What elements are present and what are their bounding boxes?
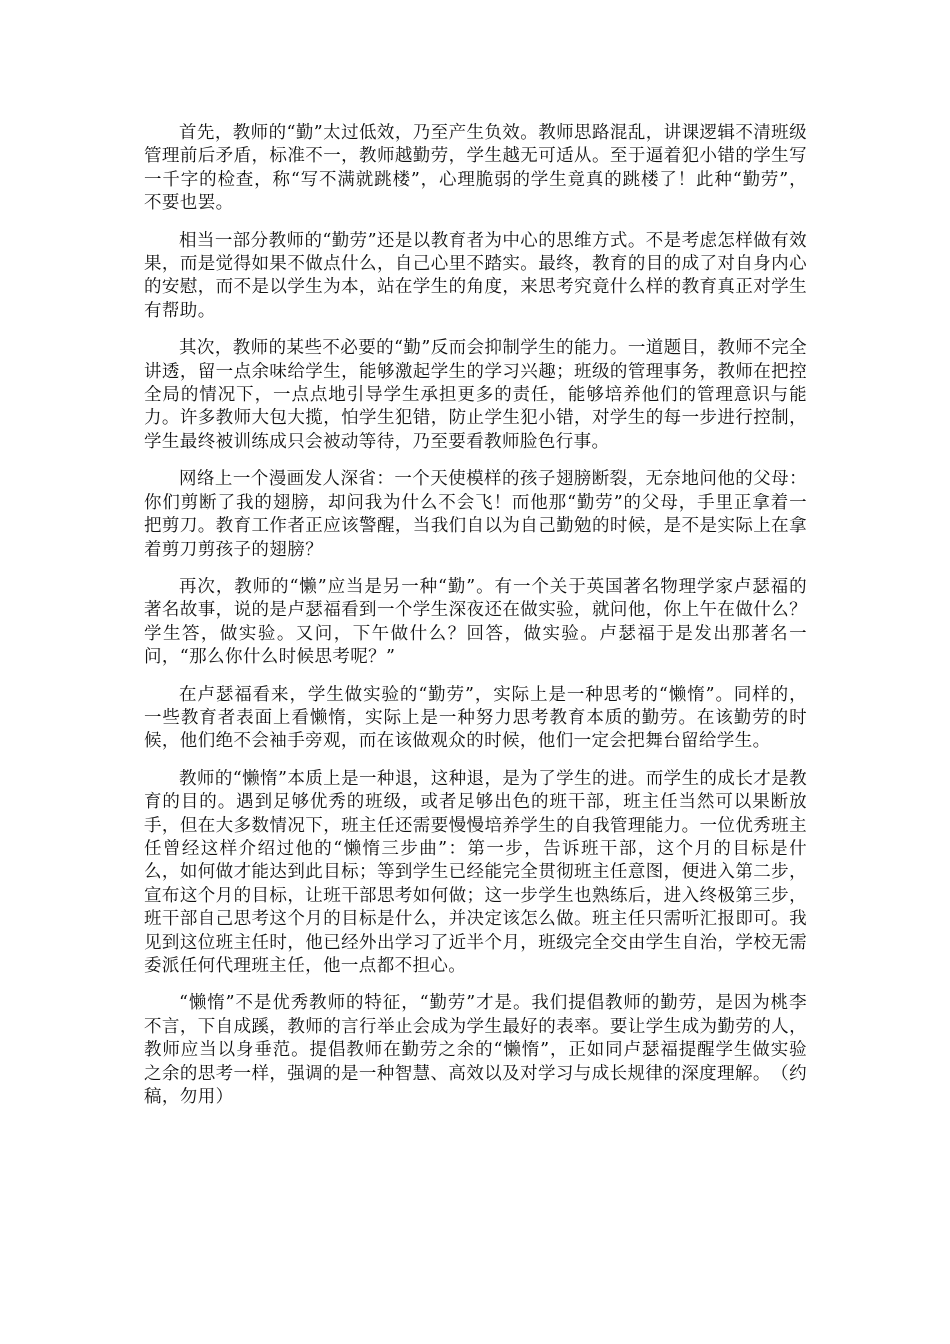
paragraph-6: 在卢瑟福看来，学生做实验的“勤劳”，实际上是一种思考的“懒惰”。同样的，一些教育者表面上看懒惰，实际上是一种努力思考教育本质的勤劳。在该勤劳的时候，他们绝不会袖手旁观，而在该做观众的时候，他们一定会把舞台留给学生。 [144, 684, 807, 752]
paragraph-4: 网络上一个漫画发人深省：一个天使模样的孩子翅膀断裂，无奈地问他的父母：你们剪断了我的翅膀，却问我为什么不会飞！而他那“勤劳”的父母，手里正拿着一把剪刀。教育工作者正应该警醒，当我们自以为自己勤勉的时候，是不是实际上在拿着剪刀剪孩子的翅膀？ [144, 469, 807, 560]
paragraph-2: 相当一部分教师的“勤劳”还是以教育者为中心的思维方式。不是考虑怎样做有效果，而是觉得如果不做点什么，自己心里不踏实。最终，教育的目的成了对自身内心的安慰，而不是以学生为本，站在学生的角度，来思考究竟什么样的教育真正对学生有帮助。 [144, 230, 807, 321]
article-body [144, 122, 807, 1123]
paragraph-7: 教师的“懒惰”本质上是一种退，这种退，是为了学生的进。而学生的成长才是教育的目的。遇到足够优秀的班级，或者足够出色的班干部，班主任当然可以果断放手，但在大多数情况下，班主任还需要慢慢培养学生的自我管理能力。一位优秀班主任曾经这样介绍过他的“懒惰三步曲”：第一步，告诉班干部，这个月的目标是什么，如何做才能达到此目标；等到学生已经能完全贯彻班主任意图，便进入第二步，宣布这个月的目标，让班干部思考如何做；这一步学生也熟练后，进入终极第三步，班干部自己思考这个月的目标是什么，并决定该怎么做。班主任只需听汇报即可。我见到这位班主任时，他已经外出学习了近半个月，班级完全交由学生自治，学校无需委派任何代理班主任，他一点都不担心。 [144, 768, 807, 976]
paragraph-5: 再次，教师的“懒”应当是另一种“勤”。有一个关于英国著名物理学家卢瑟福的著名故事，说的是卢瑟福看到一个学生深夜还在做实验，就问他，你上午在做什么？学生答，做实验。又问，下午做什么？回答，做实验。卢瑟福于是发出那著名一问，“那么你什么时候思考呢？” [144, 576, 807, 668]
paragraph-1: 首先，教师的“勤”太过低效，乃至产生负效。教师思路混乱，讲课逻辑不清班级管理前后矛盾，标准不一，教师越勤劳，学生越无可适从。至于逼着犯小错的学生写一千字的检查，称“写不满就跳楼”，心理脆弱的学生竟真的跳楼了！此种“勤劳”，不要也罢。 [144, 123, 807, 214]
paragraph-3: 其次，教师的某些不必要的“勤”反而会抑制学生的能力。一道题目，教师不完全讲透，留一点余味给学生，能够激起学生的学习兴趣；班级的管理事务，教师在把控全局的情况下，一点点地引导学生承担更多的责任，能够培养他们的管理意识与能力。许多教师大包大揽，怕学生犯错，防止学生犯小错，对学生的每一步进行控制，学生最终被训练成只会被动等待，乃至要看教师脸色行事。 [144, 338, 807, 452]
paragraph-8: “懒惰”不是优秀教师的特征，“勤劳”才是。我们提倡教师的勤劳，是因为桃李不言，下自成蹊，教师的言行举止会成为学生最好的表率。要让学生成为勤劳的人，教师应当以身垂范。提倡教师在勤劳之余的“懒惰”，正如同卢瑟福提醒学生做实验之余的思考一样，强调的是一种智慧、高效以及对学习与成长规律的深度理解。 （约稿，勿用） [144, 993, 807, 1108]
